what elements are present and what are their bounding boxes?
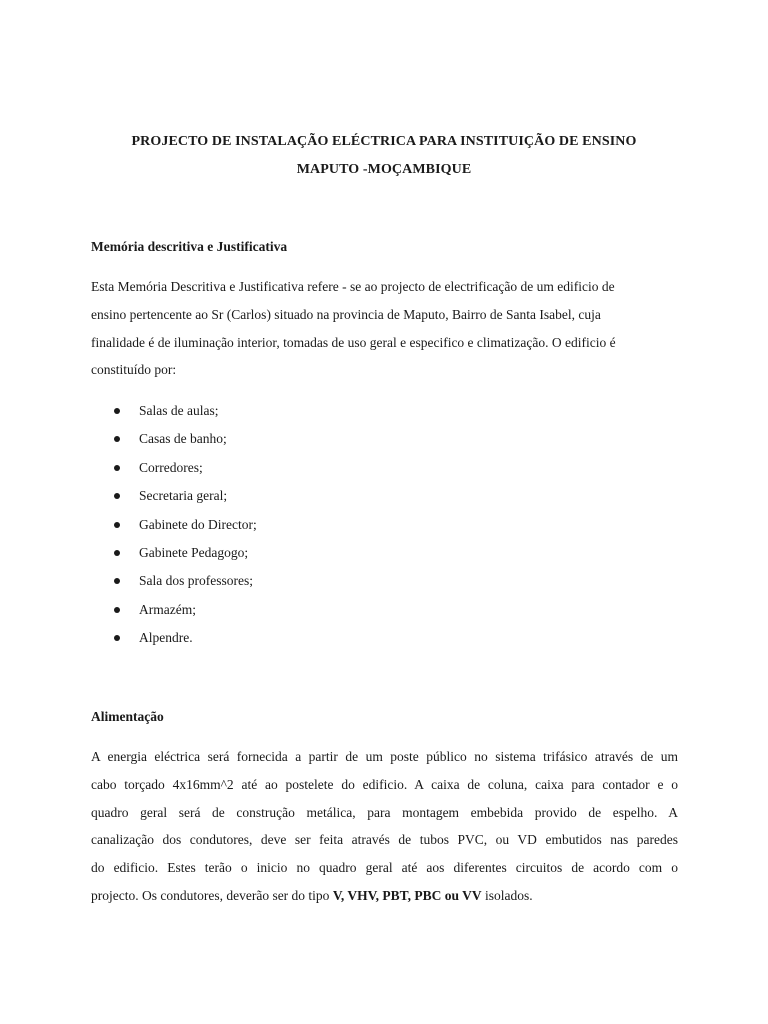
list-item — [111, 397, 257, 425]
list-item — [111, 596, 257, 624]
list-item-label: Alpendre. — [139, 630, 193, 646]
bullet-icon — [114, 578, 120, 584]
list-item-label: Gabinete Pedagogo; — [139, 544, 249, 560]
bullet-icon — [114, 635, 120, 641]
bullet-icon — [114, 465, 120, 471]
paragraph-line: finalidade é de iluminação interior, tomadas de uso geral e especifico e climatização. O edificio é — [91, 334, 616, 350]
list-item-label: Casas de banho; — [139, 431, 227, 447]
list-item-label: Sala dos professores; — [139, 573, 253, 589]
list-item — [111, 454, 257, 482]
section-heading-alimentacao: Alimentação — [91, 709, 164, 724]
section-paragraph-alimentacao — [91, 743, 678, 910]
section-heading-memoria: Memória descritiva e Justificativa — [91, 239, 288, 254]
list-item — [111, 425, 257, 453]
list-item — [111, 511, 257, 539]
paragraph-line: quadro geral será de construção metálica, para montagem embebida provido de espelho. A — [91, 804, 678, 820]
list-item-label: Salas de aulas; — [139, 403, 219, 418]
list-item-label: Corredores; — [139, 459, 203, 475]
building-components-list — [111, 397, 257, 653]
list-item-label: Gabinete do Director; — [139, 516, 257, 532]
bullet-icon — [114, 436, 120, 442]
paragraph-line: ensino pertencente ao Sr (Carlos) situado na provincia de Maputo, Bairro de Santa Isabel, cuja — [91, 306, 601, 322]
list-item — [111, 482, 257, 510]
bullet-icon — [114, 493, 120, 499]
paragraph-line: A energia eléctrica será fornecida a partir de um poste público no sistema trifásico através de um — [91, 749, 678, 764]
list-item — [111, 624, 257, 652]
section-paragraph-memoria — [91, 273, 678, 384]
bullet-icon — [114, 550, 120, 556]
paragraph-last-line — [91, 882, 678, 910]
list-item — [111, 567, 257, 595]
title-line-2: MAPUTO -MOÇAMBIQUE — [296, 162, 472, 177]
paragraph-line: cabo torçado 4x16mm^2 até ao postelete do edificio. A caixa de coluna, caixa para contador e o — [91, 776, 678, 792]
bullet-icon — [114, 607, 120, 613]
document-title — [90, 128, 678, 184]
paragraph-line: constituído por: — [91, 362, 177, 378]
title-line-1: PROJECTO DE INSTALAÇÃO ELÉCTRICA PARA INSTITUIÇÃO DE ENSINO — [131, 134, 637, 149]
paragraph-line: canalização dos condutores, deve ser feita através de tubos PVC, ou VD embutidos nas paredes — [91, 832, 678, 848]
last-line-prefix: projecto. Os condutores, deverão ser do tipo — [91, 887, 333, 903]
paragraph-line: Esta Memória Descritiva e Justificativa refere - se ao projecto de electrificação de um edificio de — [91, 279, 615, 294]
bullet-icon — [114, 522, 120, 528]
paragraph-line: do edificio. Estes terão o inicio no quadro geral até aos diferentes circuitos de acordo com o — [91, 860, 678, 876]
bullet-icon — [114, 408, 120, 414]
conductor-types: V, VHV, PBT, PBC ou VV — [332, 887, 482, 903]
list-item-label: Secretaria geral; — [139, 488, 228, 504]
list-item — [111, 539, 257, 567]
list-item-label: Armazém; — [139, 601, 196, 617]
last-line-suffix: isolados. — [481, 887, 533, 903]
